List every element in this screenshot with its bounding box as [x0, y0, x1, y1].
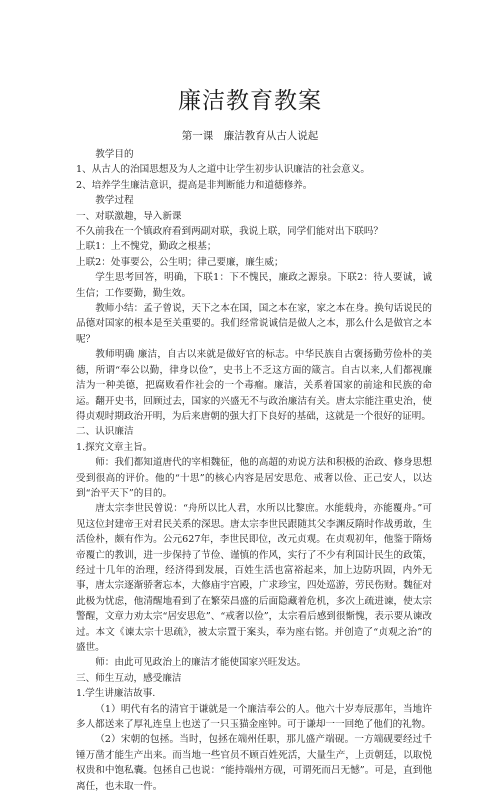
- body-paragraph: 不久前我在一个镇政府看到两副对联，我说上联，同学们能对出下联吗？: [76, 226, 383, 238]
- document-body: [76, 147, 432, 794]
- body-paragraph: 上联1：上不愧党，勤政之根基；: [76, 241, 217, 253]
- body-paragraph: 教师小结：孟子曾说，天下之本在国，国之本在家，家之本在身。换句话说民的品德对国家的根本是至关重要的。我们经常说诚信是做人之本，那么什么是做官之本呢？: [76, 303, 432, 345]
- lesson-subtitle: 第一课 廉洁教育从古人说起: [181, 130, 319, 142]
- body-paragraph: （2）宋朝的包拯。当时，包拯在端州任职，那儿盛产端砚。一方端砚要经过千锤万凿才能生产出来。而当地一些官员不顾百姓死活，大量生产，上贡朝廷，以取悦权贵和中饱私囊。包拯自己也说：“能持端州方砚，可谓死而吕无憾”。可是，直到他离任，也未取一件。: [76, 734, 432, 792]
- body-paragraph: 1、从古人的治国思想及为人之道中让学生初步认识廉洁的社会意义。: [76, 164, 370, 176]
- body-paragraph: 1.探究文章主旨。: [76, 441, 153, 453]
- body-paragraph: 1.学生讲廉洁故事.: [76, 688, 156, 700]
- body-paragraph: （1）明代有名的清官于谦就是一个廉洁奉公的人。他六十岁寿辰那年，当地许多人都送来了厚礼连皇上也送了一只玉猫金座钟。可于谦却一一回绝了他们的礼物。: [76, 703, 432, 731]
- body-paragraph: 三、师生互动，感受廉洁: [76, 672, 182, 684]
- body-paragraph: 师：由此可见政治上的廉洁才能使国家兴旺发达。: [95, 657, 307, 669]
- body-paragraph: 唐太宗李世民曾说：“舟所以比人君，水所以比黎庶。水能载舟，亦能覆舟。”可见这位封建帝王对君民关系的深思。唐太宗李世民跟随其父李渊反隋时作战勇敢，生活俭朴，颇有作为。公元627年，李世民即位，改元贞观。在贞观初年，他鉴于隋炀帝覆亡的教训，进一步保持了节俭、谨慎的作风，实行了不少有利国计民生的政策，经过十几年的治理，经济得到发展，百姓生活也富裕起来，加上边防巩固，内外无事，唐太宗逐渐骄奢忘本，大修庙宇宫殿，广求珍宝，四处巡游，劳民伤财。魏征对此极为忧虑，他清醒地看到了在繁荣昌盛的后面隐藏着危机，多次上疏进谏，使太宗警醒，文章力劝太宗“居安思危”、“戒奢以俭”，太宗看后感到很惭愧，表示要从谏改过。本文《谏太宗十思疏》，被太宗置于案头，奉为座右铭。并创造了“贞观之治”的盛世。: [76, 503, 432, 653]
- body-paragraph: 学生思考回答，明确，下联1：下不愧民，廉政之源泉。下联2：待人要诚，诚生信；工作要勤，勤生效。: [76, 272, 432, 299]
- body-paragraph: 教学目的: [95, 149, 134, 160]
- document-title: 廉洁教育教案: [178, 88, 322, 114]
- body-paragraph: 教师明确 廉洁，自古以来就是做好官的标志。中华民族自古褒扬勤劳俭朴的美德，所谓“奉公以勤，律身以俭”，史书上不乏这方面的箴言。自古以来,人们都视廉洁为一种美德，把腐败看作社会的一个毒瘤。廉洁，关系着国家的前途和民族的命运。翻开史书，回顾过去，国家的兴盛无不与政治廉洁有关。唐太宗能注重史治，使得贞观时期政治开明，为后来唐朝的强大打下良好的基础，这就是一个很好的证明。: [76, 349, 432, 422]
- body-paragraph: 教学过程: [95, 195, 134, 207]
- body-paragraph: 一、对联激趣，导入新课: [76, 210, 182, 222]
- body-paragraph: 二、认识廉洁: [76, 426, 134, 438]
- body-paragraph: 2、培养学生廉洁意识，提高是非判断能力和道德修养。: [76, 179, 313, 191]
- body-paragraph: 上联2：处事要公，公生明；律己要廉，廉生威；: [76, 256, 284, 268]
- body-paragraph: 师：我们都知道唐代的宰相魏征，他的高超的劝说方法和积极的治政、修身思想受到很高的评价。他的“十思”的核心内容是居安思危、戒奢以俭、正己安人，以达到“治平天下”的目的。: [76, 457, 432, 499]
